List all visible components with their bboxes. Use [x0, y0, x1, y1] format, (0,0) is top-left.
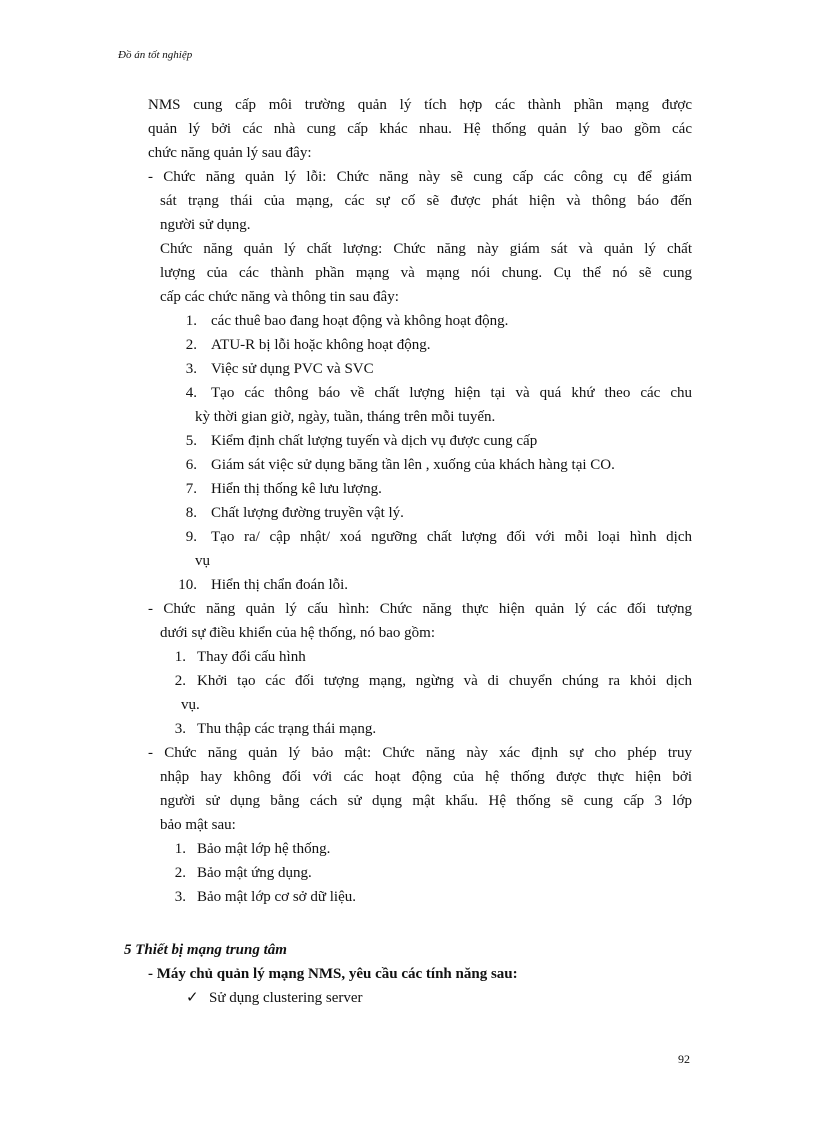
quality-list-item: Hiển thị chẩn đoán lỗi. — [211, 577, 349, 593]
list-number: 1. — [174, 841, 186, 857]
list-number: 7. — [185, 481, 197, 497]
quality-list-item: các thuê bao đang hoạt động và không hoạt động. — [211, 313, 509, 329]
quality-list-item: Tạo ra/ cập nhật/ xoá ngưỡng chất lượng đối với mỗi loại hình dịch — [211, 529, 692, 545]
list-number: 3. — [185, 361, 197, 377]
quality-list-item: Hiển thị thống kê lưu lượng. — [211, 481, 382, 497]
list-number: 6. — [185, 457, 197, 473]
config-list-item: Thu thập các trạng thái mạng. — [197, 721, 377, 737]
section-heading: 5 Thiết bị mạng trung tâm — [124, 942, 287, 958]
list-number: 2. — [185, 337, 197, 353]
list-number: 3. — [174, 721, 186, 737]
list-number: 1. — [185, 313, 197, 329]
security-list-item: Bảo mật lớp cơ sở dữ liệu. — [197, 889, 356, 905]
quality-list-item: Chất lượng đường truyền vật lý. — [211, 505, 404, 521]
config-list-item: vụ. — [181, 697, 200, 713]
security-management-item: - Chức năng quản lý bảo mật: Chức năng này xác định sự cho phép truy — [148, 745, 692, 761]
list-number: 4. — [185, 385, 197, 401]
quality-list-item: Tạo các thông báo về chất lượng hiện tại và quá khứ theo các chu — [211, 385, 692, 401]
quality-list-item: Giám sát việc sử dụng băng tần lên , xuống của khách hàng tại CO. — [211, 457, 615, 473]
config-management-item: - Chức năng quản lý cấu hình: Chức năng thực hiện quản lý các đối tượng — [148, 601, 692, 617]
security-management-item: người sử dụng bằng cách sử dụng mật khẩu. Hệ thống sẽ cung cấp 3 lớp — [160, 793, 692, 809]
list-number: 8. — [185, 505, 197, 521]
intro-paragraph: NMS cung cấp môi trường quản lý tích hợp các thành phần mạng được — [148, 97, 692, 113]
quality-list-item: Việc sử dụng PVC và SVC — [211, 361, 374, 377]
config-list-item: Khởi tạo các đối tượng mạng, ngừng và di chuyển chúng ra khỏi dịch — [197, 673, 692, 689]
check-item: Sử dụng clustering server — [209, 990, 363, 1006]
page-header: Đồ án tốt nghiệp — [118, 49, 193, 61]
quality-management-paragraph: cấp các chức năng và thông tin sau đây: — [160, 289, 399, 305]
list-number: 5. — [185, 433, 197, 449]
security-management-item: nhập hay không đối với các hoạt động của hệ thống được thực hiện bởi — [160, 769, 692, 785]
list-number: 10. — [178, 577, 197, 593]
quality-list-item: kỳ thời gian giờ, ngày, tuần, tháng trên mỗi tuyến. — [195, 409, 496, 425]
security-list-item: Bảo mật ứng dụng. — [197, 865, 312, 881]
page-number: 92 — [678, 1052, 690, 1066]
intro-paragraph: chức năng quản lý sau đây: — [148, 145, 312, 161]
quality-management-paragraph: Chức năng quản lý chất lượng: Chức năng này giám sát và quản lý chất — [160, 241, 692, 257]
fault-management-item: - Chức năng quản lý lỗi: Chức năng này sẽ cung cấp các công cụ để giám — [148, 169, 692, 185]
security-list-item: Bảo mật lớp hệ thống. — [197, 841, 331, 857]
list-number: 2. — [174, 673, 186, 689]
nms-server-requirement: - Máy chủ quản lý mạng NMS, yêu cầu các tính năng sau: — [148, 966, 518, 982]
intro-paragraph: quản lý bởi các nhà cung cấp khác nhau. Hệ thống quản lý bao gồm các — [148, 121, 692, 137]
list-number: 3. — [174, 889, 186, 905]
fault-management-item: sát trạng thái của mạng, các sự cố sẽ được phát hiện và thông báo đến — [160, 193, 692, 209]
list-number: 1. — [174, 649, 186, 665]
quality-list-item: vụ — [195, 553, 210, 569]
check-icon: ✓ — [186, 990, 199, 1006]
list-number: 2. — [174, 865, 186, 881]
config-list-item: Thay đổi cấu hình — [197, 649, 306, 665]
fault-management-item: người sử dụng. — [160, 217, 251, 233]
quality-management-paragraph: lượng của các thành phần mạng và mạng nói chung. Cụ thể nó sẽ cung — [160, 265, 692, 281]
quality-list-item: Kiểm định chất lượng tuyến và dịch vụ được cung cấp — [211, 433, 538, 449]
security-management-item: bảo mật sau: — [160, 817, 236, 833]
quality-list-item: ATU-R bị lỗi hoặc không hoạt động. — [211, 337, 431, 353]
list-number: 9. — [185, 529, 197, 545]
config-management-item: dưới sự điều khiển của hệ thống, nó bao gồm: — [160, 625, 435, 641]
